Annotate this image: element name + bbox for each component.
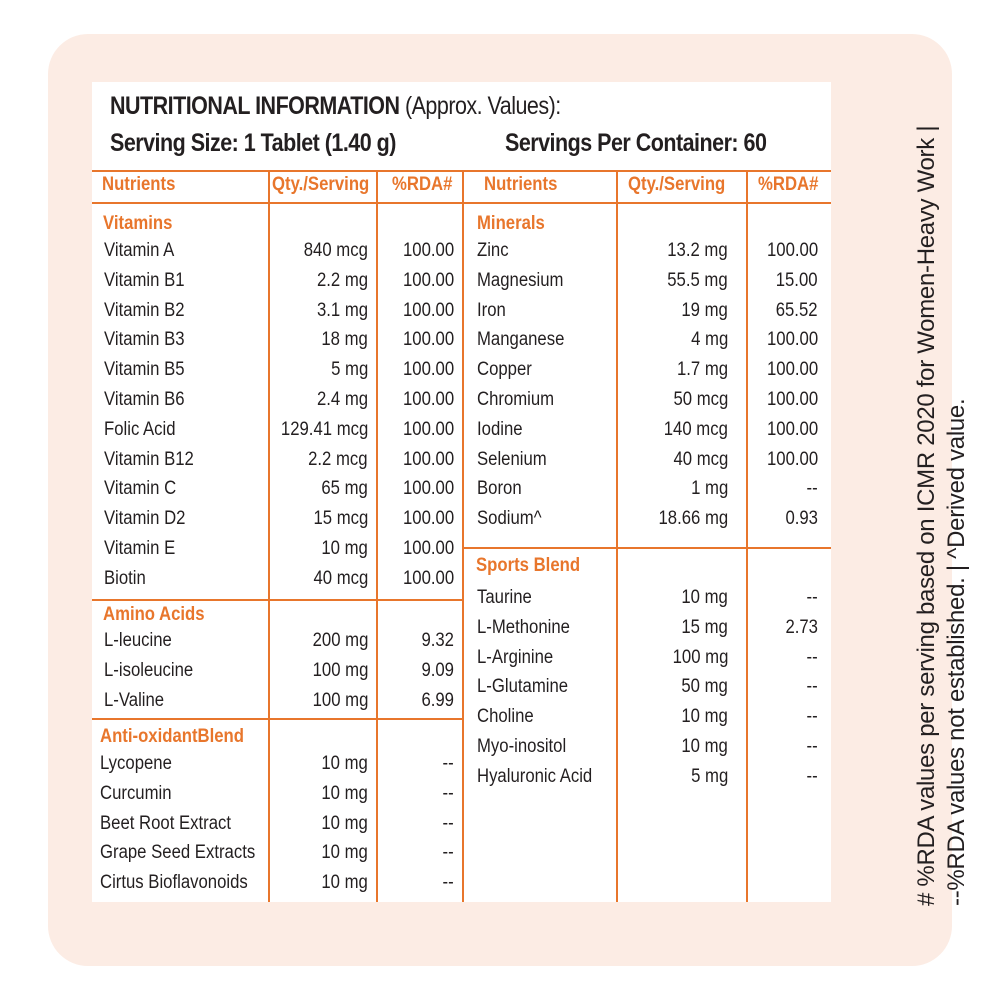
section-title-minerals: Minerals [477,213,545,234]
nutrient-qty: 10 mg [321,537,368,559]
nutrient-qty: 50 mg [681,676,728,698]
nutrient-rda: 100.00 [766,240,818,261]
nutrient-rda: 100.00 [402,478,454,500]
nutrient-qty: 10 mg [321,872,368,894]
nutrient-rda: 100.00 [766,329,818,351]
nutrient-qty: 40 mcg [673,448,728,470]
nutrient-qty: 5 mg [690,765,728,787]
table-row [104,537,463,567]
nutrient-name: Magnesium [477,269,564,291]
nutrient-name: Taurine [477,587,532,608]
sports-blend-rows [477,586,831,795]
nutrient-name: Choline [477,706,534,728]
nutrient-rda: 9.09 [421,659,454,681]
nutrient-rda: 100.00 [402,537,454,559]
table-row [477,328,831,358]
nutrient-name: Biotin [104,567,146,589]
nutrient-qty: 1 mg [690,478,728,500]
table-row [477,299,831,329]
nutrient-qty: 129.41 mcg [280,418,368,440]
nutrient-rda: 100.00 [402,269,454,291]
nutrient-name: Folic Acid [104,418,176,440]
section-title-amino-acids: Amino Acids [103,604,205,625]
nutrient-name: Vitamin A [104,240,175,261]
nutrient-name: Boron [477,478,522,500]
nutrient-rda: 100.00 [402,240,454,261]
table-row [477,269,831,299]
nutrient-qty: 1.7 mg [676,359,728,381]
nutrient-name: Vitamin B5 [104,359,185,381]
nutrient-qty: 10 mg [681,587,728,608]
table-row [104,269,463,299]
nutrient-name: Myo-inositol [477,735,567,757]
nutrient-qty: 19 mg [681,299,728,321]
table-row [477,705,831,735]
nutrient-qty: 10 mg [681,735,728,757]
table-row [100,782,463,812]
nutrient-name: L-leucine [104,630,172,651]
nutrient-name: Vitamin C [104,478,177,500]
section-title-sports-blend: Sports Blend [476,555,581,576]
nutrient-rda: -- [806,706,818,728]
nutrient-name: Vitamin D2 [104,508,186,530]
nutrient-qty: 2.4 mg [316,388,368,410]
table-row [104,388,463,418]
nutrient-name: Beet Root Extract [100,812,232,834]
nutrient-rda: 2.73 [785,616,818,638]
table-row [104,507,463,537]
nutrient-name: Hyaluronic Acid [477,765,593,787]
nutrient-rda: 100.00 [402,359,454,381]
nutrient-rda: 65.52 [776,299,818,321]
nutrient-rda: 100.00 [766,359,818,381]
nutrient-qty: 15 mcg [313,508,368,530]
nutrient-name: Lycopene [100,753,172,774]
table-row [104,567,463,597]
nutrient-rda: 100.00 [402,418,454,440]
nutrient-rda: -- [806,646,818,668]
nutrient-name: Copper [477,359,532,381]
table-row [477,616,831,646]
nutrient-rda: -- [806,765,818,787]
nutrient-rda: -- [442,812,454,834]
nutrient-name: Grape Seed Extracts [100,842,256,864]
table-row [477,507,831,537]
nutrient-name: Vitamin B6 [104,388,185,410]
table-row [477,765,831,795]
nutrient-name: Zinc [477,240,509,261]
nutrient-name: Cirtus Bioflavonoids [100,872,248,894]
nutrient-name: Curcumin [100,782,172,804]
table-row [100,871,463,901]
nutrient-rda: -- [806,587,818,608]
nutrient-name: L-Glutamine [477,676,569,698]
nutrient-qty: 65 mg [321,478,368,500]
nutrient-qty: 3.1 mg [316,299,368,321]
table-row [477,586,831,616]
amino-acids-rows [104,629,463,718]
section-title-vitamins: Vitamins [103,213,173,234]
header-nutrients-left: Nutrients [102,174,176,195]
nutrient-name: Iron [477,299,506,321]
nutrient-qty: 50 mcg [673,388,728,410]
nutrient-rda: 100.00 [766,388,818,410]
nutrient-rda: -- [806,735,818,757]
nutrient-qty: 15 mg [681,616,728,638]
header-rda-left: %RDA# [392,174,453,195]
left-section-rule-1 [92,599,463,601]
table-row [104,239,463,269]
table-row [104,299,463,329]
nutrient-rda: 100.00 [766,418,818,440]
nutrient-qty: 10 mg [321,782,368,804]
nutrient-qty: 100 mg [312,689,368,711]
panel-title: NUTRITIONAL INFORMATION (Approx. Values): [110,92,561,120]
table-row [477,735,831,765]
nutrient-rda: 100.00 [402,299,454,321]
table-row [104,659,463,689]
nutrient-qty: 4 mg [690,329,728,351]
nutrient-rda: 0.93 [785,508,818,530]
nutrient-qty: 10 mg [321,753,368,774]
table-row [100,841,463,871]
table-row [477,448,831,478]
nutrient-name: Sodium^ [477,508,542,530]
nutrition-panel [92,82,831,902]
nutrient-qty: 140 mcg [663,418,728,440]
nutrient-qty: 5 mg [330,359,368,381]
nutrient-qty: 100 mg [312,659,368,681]
table-row [477,239,831,269]
table-row [477,418,831,448]
nutrient-qty: 40 mcg [313,567,368,589]
table-row [477,358,831,388]
nutrient-rda: -- [442,753,454,774]
header-qty-right: Qty./Serving [628,174,726,195]
nutrient-rda: 100.00 [402,567,454,589]
header-rda-right: %RDA# [758,174,819,195]
header-nutrients-right: Nutrients [484,174,558,195]
nutrient-qty: 13.2 mg [667,240,728,261]
nutrient-qty: 55.5 mg [667,269,728,291]
nutrient-rda: -- [442,782,454,804]
serving-size: Serving Size: 1 Tablet (1.40 g) [110,129,396,157]
nutrient-name: L-Valine [104,689,165,711]
table-row [477,477,831,507]
nutrient-rda: 9.32 [421,630,454,651]
minerals-rows [477,239,831,537]
table-row [104,629,463,659]
nutrient-qty: 10 mg [681,706,728,728]
nutrient-name: Vitamin B1 [104,269,185,291]
nutrient-rda: 100.00 [402,508,454,530]
nutrient-rda: 100.00 [402,329,454,351]
nutrient-qty: 10 mg [321,842,368,864]
nutrient-rda: 100.00 [402,448,454,470]
nutrient-name: Vitamin B12 [104,448,194,470]
nutrient-rda: 15.00 [776,269,818,291]
table-row [100,752,463,782]
nutrient-rda: 100.00 [402,388,454,410]
nutrient-name: Iodine [477,418,523,440]
nutrient-rda: -- [442,842,454,864]
nutrient-name: Vitamin E [104,537,176,559]
table-row [100,812,463,842]
nutrient-rda: 100.00 [766,448,818,470]
nutrient-qty: 100 mg [672,646,728,668]
nutrient-rda: -- [806,478,818,500]
nutrient-qty: 840 mcg [303,240,368,261]
table-row [104,418,463,448]
table-row [104,477,463,507]
nutrient-name: Selenium [477,448,547,470]
antioxidant-blend-rows [100,752,463,901]
table-row [477,388,831,418]
rda-footnote: # %RDA values per serving based on ICMR 2020 for Women-Heavy Work | --%RDA values not established. | ^Derived value. [913,125,970,906]
vitamins-rows [104,239,463,597]
nutrient-rda: 6.99 [421,689,454,711]
servings-per-container: Servings Per Container: 60 [505,129,767,157]
nutrient-name: L-isoleucine [104,659,194,681]
nutrient-qty: 200 mg [312,630,368,651]
header-qty-left: Qty./Serving [272,174,370,195]
nutrient-qty: 2.2 mcg [308,448,368,470]
table-row [477,646,831,676]
nutrient-name: L-Methonine [477,616,570,638]
table-row [477,675,831,705]
nutrient-name: Vitamin B3 [104,329,185,351]
nutrient-qty: 2.2 mg [316,269,368,291]
nutrient-name: Vitamin B2 [104,299,185,321]
section-title-antioxidant-blend: Anti-oxidantBlend [100,726,244,747]
nutrient-rda: -- [442,872,454,894]
nutrient-rda: -- [806,676,818,698]
right-section-rule-1 [463,547,831,549]
table-row [104,448,463,478]
table-row [104,689,463,719]
nutrient-name: Chromium [477,388,555,410]
table-row [104,358,463,388]
nutrient-qty: 18 mg [321,329,368,351]
nutrient-name: L-Arginine [477,646,554,668]
nutrient-qty: 10 mg [321,812,368,834]
nutrient-qty: 18.66 mg [658,508,728,530]
table-row [104,328,463,358]
nutrient-name: Manganese [477,329,565,351]
